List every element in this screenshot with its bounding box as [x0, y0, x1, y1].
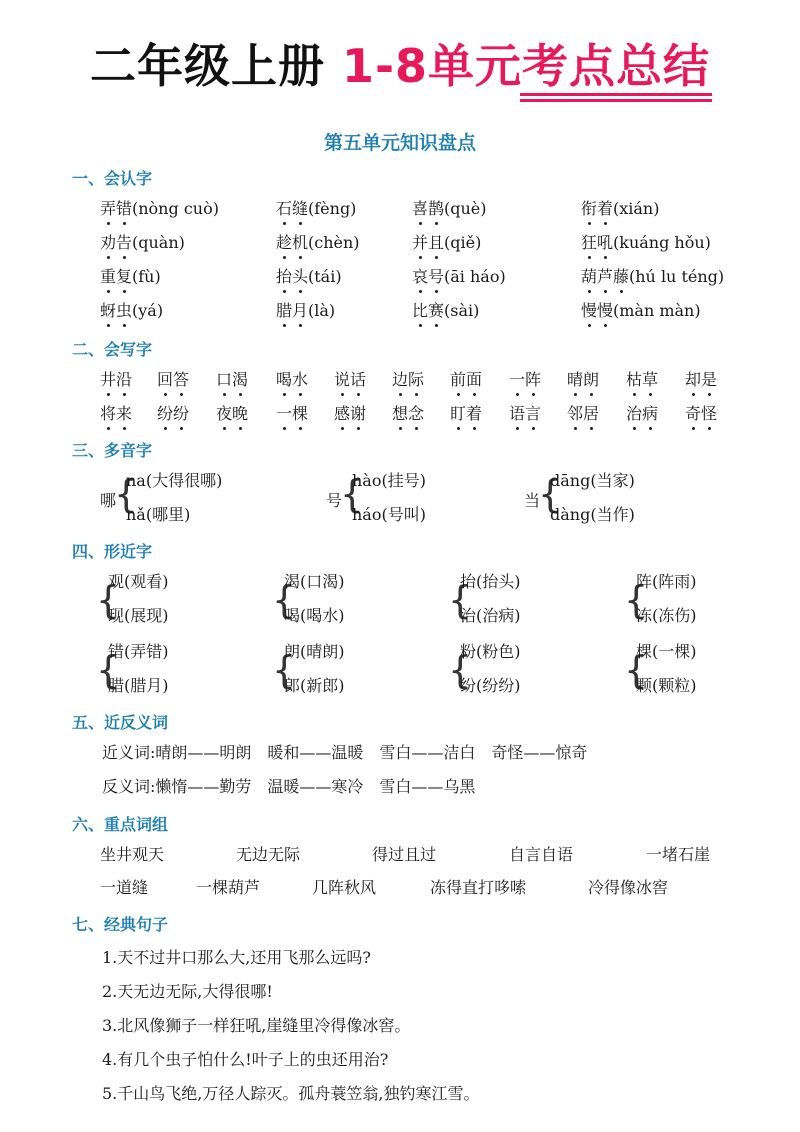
emphasis-dot [123, 393, 126, 396]
recognize-word: 趁机(chèn) [276, 233, 360, 252]
recognize-word: 哀号(āi háo) [412, 267, 506, 286]
title-part-1: 二年级上册 [89, 39, 342, 93]
phrase-item: 坐井观天 [100, 845, 165, 864]
emphasis-dot [473, 393, 476, 396]
emphasis-dot [419, 324, 422, 327]
emphasis-dot [239, 393, 242, 396]
emphasis-dot [604, 324, 607, 327]
emphasis-dot [574, 393, 577, 396]
recognize-word: 慢慢(màn màn) [581, 301, 701, 320]
emphasis-dot [164, 427, 167, 430]
write-word: 前面 [450, 370, 483, 389]
emphasis-dot [435, 256, 438, 259]
polyphone-reading: hào(挂号) [352, 471, 426, 490]
brace-icon: { [624, 578, 649, 622]
emphasis-dot [588, 290, 591, 293]
polyphone-char: 当 [524, 491, 541, 510]
brace-icon: { [272, 648, 297, 692]
section-heading-synonyms: 五、近反义词 [72, 713, 169, 732]
similar-char: 阵(阵雨) [636, 572, 697, 591]
emphasis-dot [633, 427, 636, 430]
emphasis-dot [107, 324, 110, 327]
emphasis-dot [283, 324, 286, 327]
section-heading-write: 二、会写字 [72, 340, 153, 359]
phrase-item: 自言自语 [509, 845, 574, 864]
sentence-item: 4.有几个虫子怕什么!叶子上的虫还用治? [102, 1050, 389, 1069]
emphasis-dot [223, 393, 226, 396]
emphasis-dot [516, 427, 519, 430]
synonym-line: 近义词:晴朗——明朗 暖和——温暖 雪白——洁白 奇怪——惊奇 [102, 743, 588, 762]
write-word: 井沿 [100, 370, 133, 389]
polyphone-char: 哪 [100, 491, 117, 510]
emphasis-dot [590, 427, 593, 430]
emphasis-dot [341, 393, 344, 396]
write-word: 夜晚 [216, 404, 249, 423]
section-heading-sentences: 七、经典句子 [72, 915, 169, 934]
emphasis-dot [419, 222, 422, 225]
emphasis-dot [239, 427, 242, 430]
emphasis-dot [649, 427, 652, 430]
similar-char: 冻(冻伤) [636, 606, 697, 625]
recognize-word: 比赛(sài) [412, 301, 480, 320]
emphasis-dot [299, 324, 302, 327]
emphasis-dot [419, 290, 422, 293]
similar-char: 腊(腊月) [108, 676, 169, 695]
write-word: 喝水 [276, 370, 309, 389]
emphasis-dot [649, 393, 652, 396]
emphasis-dot [532, 427, 535, 430]
emphasis-dot [123, 256, 126, 259]
section-heading-similar: 四、形近字 [72, 542, 153, 561]
recognize-word: 重复(fù) [100, 267, 161, 286]
emphasis-dot [107, 393, 110, 396]
emphasis-dot [604, 290, 607, 293]
emphasis-dot [415, 393, 418, 396]
title-underline [520, 93, 712, 96]
brace-icon: { [538, 472, 563, 516]
emphasis-dot [620, 290, 623, 293]
sentence-item: 5.千山鸟飞绝,万径人踪灭。孤舟蓑笠翁,独钓寒江雪。 [102, 1084, 480, 1103]
emphasis-dot [299, 290, 302, 293]
unit-subtitle: 第五单元知识盘点 [323, 132, 476, 154]
polyphone-reading: háo(号叫) [352, 505, 426, 524]
polyphone-reading: na(大得很哪) [126, 471, 223, 490]
emphasis-dot [604, 256, 607, 259]
emphasis-dot [457, 393, 460, 396]
brace-icon: { [448, 578, 473, 622]
emphasis-dot [357, 427, 360, 430]
emphasis-dot [590, 393, 593, 396]
emphasis-dot [107, 427, 110, 430]
emphasis-dot [435, 222, 438, 225]
sentence-item: 1.天不过井口那么大,还用飞那么远吗? [102, 948, 371, 967]
brace-icon: { [448, 648, 473, 692]
emphasis-dot [107, 290, 110, 293]
title-part-2: 1-8单元考点总结 [341, 39, 711, 93]
polyphone-reading: dāng(当家) [550, 471, 635, 490]
emphasis-dot [473, 427, 476, 430]
emphasis-dot [283, 427, 286, 430]
brace-icon: { [624, 648, 649, 692]
phrase-item: 一堵石崖 [646, 845, 711, 864]
emphasis-dot [708, 393, 711, 396]
write-word: 边际 [392, 370, 425, 389]
write-word: 口渴 [216, 370, 249, 389]
section-heading-recognize: 一、会认字 [72, 169, 153, 188]
emphasis-dot [283, 256, 286, 259]
write-word: 晴朗 [567, 370, 600, 389]
emphasis-dot [574, 427, 577, 430]
emphasis-dot [399, 427, 402, 430]
write-word: 奇怪 [685, 404, 718, 423]
write-word: 枯草 [626, 370, 659, 389]
recognize-word: 葫芦藤(hú lu téng) [581, 267, 725, 286]
write-word: 语言 [509, 404, 542, 423]
emphasis-dot [180, 393, 183, 396]
similar-char: 纷(纷纷) [460, 676, 521, 695]
write-word: 却是 [685, 370, 718, 389]
phrase-item: 无边无际 [236, 845, 301, 864]
emphasis-dot [123, 324, 126, 327]
write-word: 纷纷 [157, 404, 190, 423]
brace-icon: { [96, 578, 121, 622]
recognize-word: 弄错(nòng cuò) [100, 199, 219, 218]
emphasis-dot [588, 256, 591, 259]
phrase-item: 冻得直打哆嗦 [430, 878, 527, 897]
emphasis-dot [123, 222, 126, 225]
emphasis-dot [357, 393, 360, 396]
write-word: 说话 [334, 370, 367, 389]
recognize-word: 并且(qiě) [412, 233, 482, 252]
phrase-item: 冷得像冰窖 [588, 878, 669, 897]
write-word: 邻居 [567, 404, 600, 423]
brace-icon: { [340, 472, 365, 516]
emphasis-dot [435, 324, 438, 327]
emphasis-dot [123, 290, 126, 293]
section-heading-phrases: 六、重点词组 [72, 815, 169, 834]
emphasis-dot [692, 427, 695, 430]
emphasis-dot [223, 427, 226, 430]
write-word: 治病 [626, 404, 659, 423]
recognize-word: 狂吼(kuáng hǒu) [581, 233, 711, 252]
emphasis-dot [299, 222, 302, 225]
phrase-item: 一道缝 [100, 878, 149, 897]
section-heading-polyphones: 三、多音字 [72, 441, 153, 460]
emphasis-dot [180, 427, 183, 430]
similar-char: 朗(晴朗) [284, 642, 345, 661]
similar-char: 抬(抬头) [460, 572, 521, 591]
emphasis-dot [283, 222, 286, 225]
recognize-word: 喜鹊(què) [412, 199, 487, 218]
phrase-item: 得过且过 [372, 845, 437, 864]
emphasis-dot [588, 324, 591, 327]
emphasis-dot [532, 393, 535, 396]
similar-char: 错(弄错) [108, 642, 169, 661]
emphasis-dot [399, 393, 402, 396]
similar-char: 喝(喝水) [284, 606, 345, 625]
emphasis-dot [708, 427, 711, 430]
write-word: 将来 [100, 404, 133, 423]
similar-char: 颗(颗粒) [636, 676, 697, 695]
brace-icon: { [114, 472, 139, 516]
emphasis-dot [283, 290, 286, 293]
emphasis-dot [299, 256, 302, 259]
brace-icon: { [272, 578, 297, 622]
similar-char: 渴(口渴) [284, 572, 345, 591]
emphasis-dot [633, 393, 636, 396]
emphasis-dot [299, 393, 302, 396]
recognize-word: 衔着(xián) [581, 199, 660, 218]
similar-char: 郎(新郎) [284, 676, 345, 695]
recognize-word: 抬头(tái) [276, 267, 342, 286]
emphasis-dot [692, 393, 695, 396]
emphasis-dot [588, 222, 591, 225]
emphasis-dot [457, 427, 460, 430]
emphasis-dot [604, 222, 607, 225]
write-word: 一棵 [276, 404, 309, 423]
emphasis-dot [107, 256, 110, 259]
phrase-item: 一棵葫芦 [196, 878, 261, 897]
emphasis-dot [123, 427, 126, 430]
recognize-word: 石缝(fèng) [276, 199, 357, 218]
emphasis-dot [299, 427, 302, 430]
write-word: 想念 [392, 404, 425, 423]
emphasis-dot [516, 393, 519, 396]
recognize-word: 蚜虫(yá) [100, 301, 164, 320]
emphasis-dot [164, 393, 167, 396]
similar-char: 粉(粉色) [460, 642, 521, 661]
emphasis-dot [415, 427, 418, 430]
sentence-item: 3.北风像狮子一样狂吼,崖缝里冷得像冰窖。 [102, 1016, 411, 1035]
write-word: 盯着 [450, 404, 483, 423]
polyphone-reading: dàng(当作) [550, 505, 635, 524]
brace-icon: { [96, 648, 121, 692]
main-title [0, 36, 800, 96]
similar-char: 现(展现) [108, 606, 169, 625]
write-word: 感谢 [334, 404, 367, 423]
write-word: 回答 [157, 370, 190, 389]
recognize-word: 腊月(là) [276, 301, 336, 320]
sentence-item: 2.天无边无际,大得很哪! [102, 982, 273, 1001]
recognize-word: 劝告(quàn) [100, 233, 185, 252]
emphasis-dot [107, 222, 110, 225]
similar-char: 棵(一棵) [636, 642, 697, 661]
polyphone-reading: nǎ(哪里) [126, 505, 191, 524]
similar-char: 治(治病) [460, 606, 521, 625]
antonym-line: 反义词:懒惰——勤劳 温暖——寒冷 雪白——乌黑 [102, 777, 476, 796]
title-underline-2 [520, 99, 712, 102]
emphasis-dot [435, 290, 438, 293]
phrase-item: 几阵秋风 [312, 878, 377, 897]
write-word: 一阵 [509, 370, 542, 389]
emphasis-dot [419, 256, 422, 259]
polyphone-char: 号 [326, 491, 343, 510]
similar-char: 观(观看) [108, 572, 169, 591]
emphasis-dot [341, 427, 344, 430]
emphasis-dot [283, 393, 286, 396]
